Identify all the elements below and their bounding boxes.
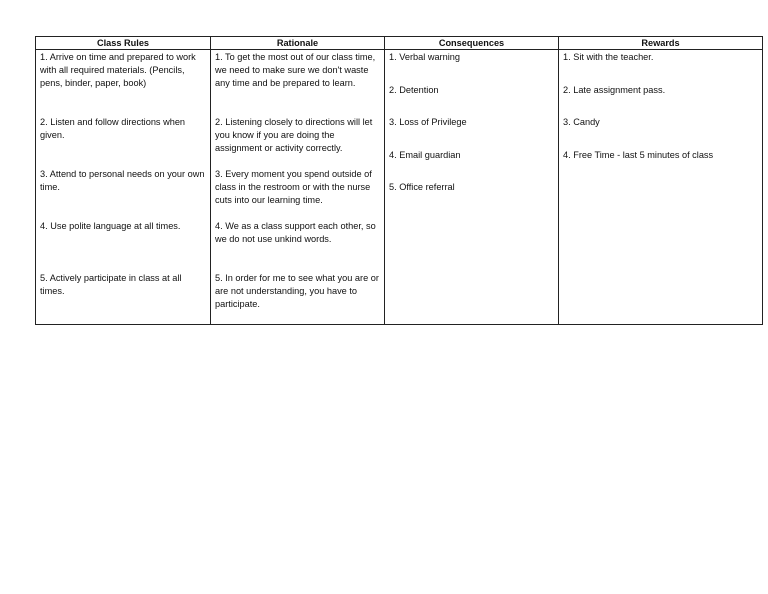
header-consequences: Consequences [385, 37, 559, 50]
header-rationale: Rationale [211, 37, 385, 50]
table-body-row [36, 50, 763, 325]
reward-item: 1. Sit with the teacher. [563, 52, 654, 62]
consequence-item: 4. Email guardian [389, 149, 461, 160]
rationale-item: 3. Every moment you spend outside of class in the restroom or with the nurse cuts into our learning time. [215, 169, 372, 205]
class-rule-item: 1. Arrive on time and prepared to work with all required materials. (Pencils, pens, binder, paper, book) [40, 52, 196, 88]
header-class-rules: Class Rules [36, 37, 211, 50]
header-row [36, 37, 763, 50]
reward-item: 3. Candy [563, 117, 600, 128]
class-rules-table [35, 36, 763, 325]
rewards-column [559, 50, 763, 325]
reward-item: 2. Late assignment pass. [563, 84, 666, 95]
header-rewards: Rewards [559, 37, 763, 50]
consequence-item: 1. Verbal warning [389, 52, 460, 62]
rationale-item: 1. To get the most out of our class time, we need to make sure we don't waste any time and be prepared to learn. [215, 52, 376, 88]
consequence-item: 3. Loss of Privilege [389, 117, 467, 128]
class-rule-item: 4. Use polite language at all times. [40, 221, 181, 231]
class-rule-item: 2. Listen and follow directions when given. [40, 117, 186, 140]
reward-item: 4. Free Time - last 5 minutes of class [563, 149, 714, 160]
class-rules-column [36, 50, 211, 325]
rationale-item: 5. In order for me to see what you are or are not understanding, you have to participate. [215, 273, 379, 309]
class-rule-item: 5. Actively participate in class at all times. [40, 273, 182, 296]
class-rule-item: 3. Attend to personal needs on your own time. [40, 169, 205, 192]
consequence-item: 5. Office referral [389, 182, 455, 193]
consequence-item: 2. Detention [389, 84, 439, 95]
rationale-item: 4. We as a class support each other, so we do not use unkind words. [215, 221, 376, 244]
rationale-item: 2. Listening closely to directions will let you know if you are doing the assignment or activity correctly. [215, 117, 373, 153]
rationale-column [211, 50, 385, 325]
consequences-column [385, 50, 559, 325]
